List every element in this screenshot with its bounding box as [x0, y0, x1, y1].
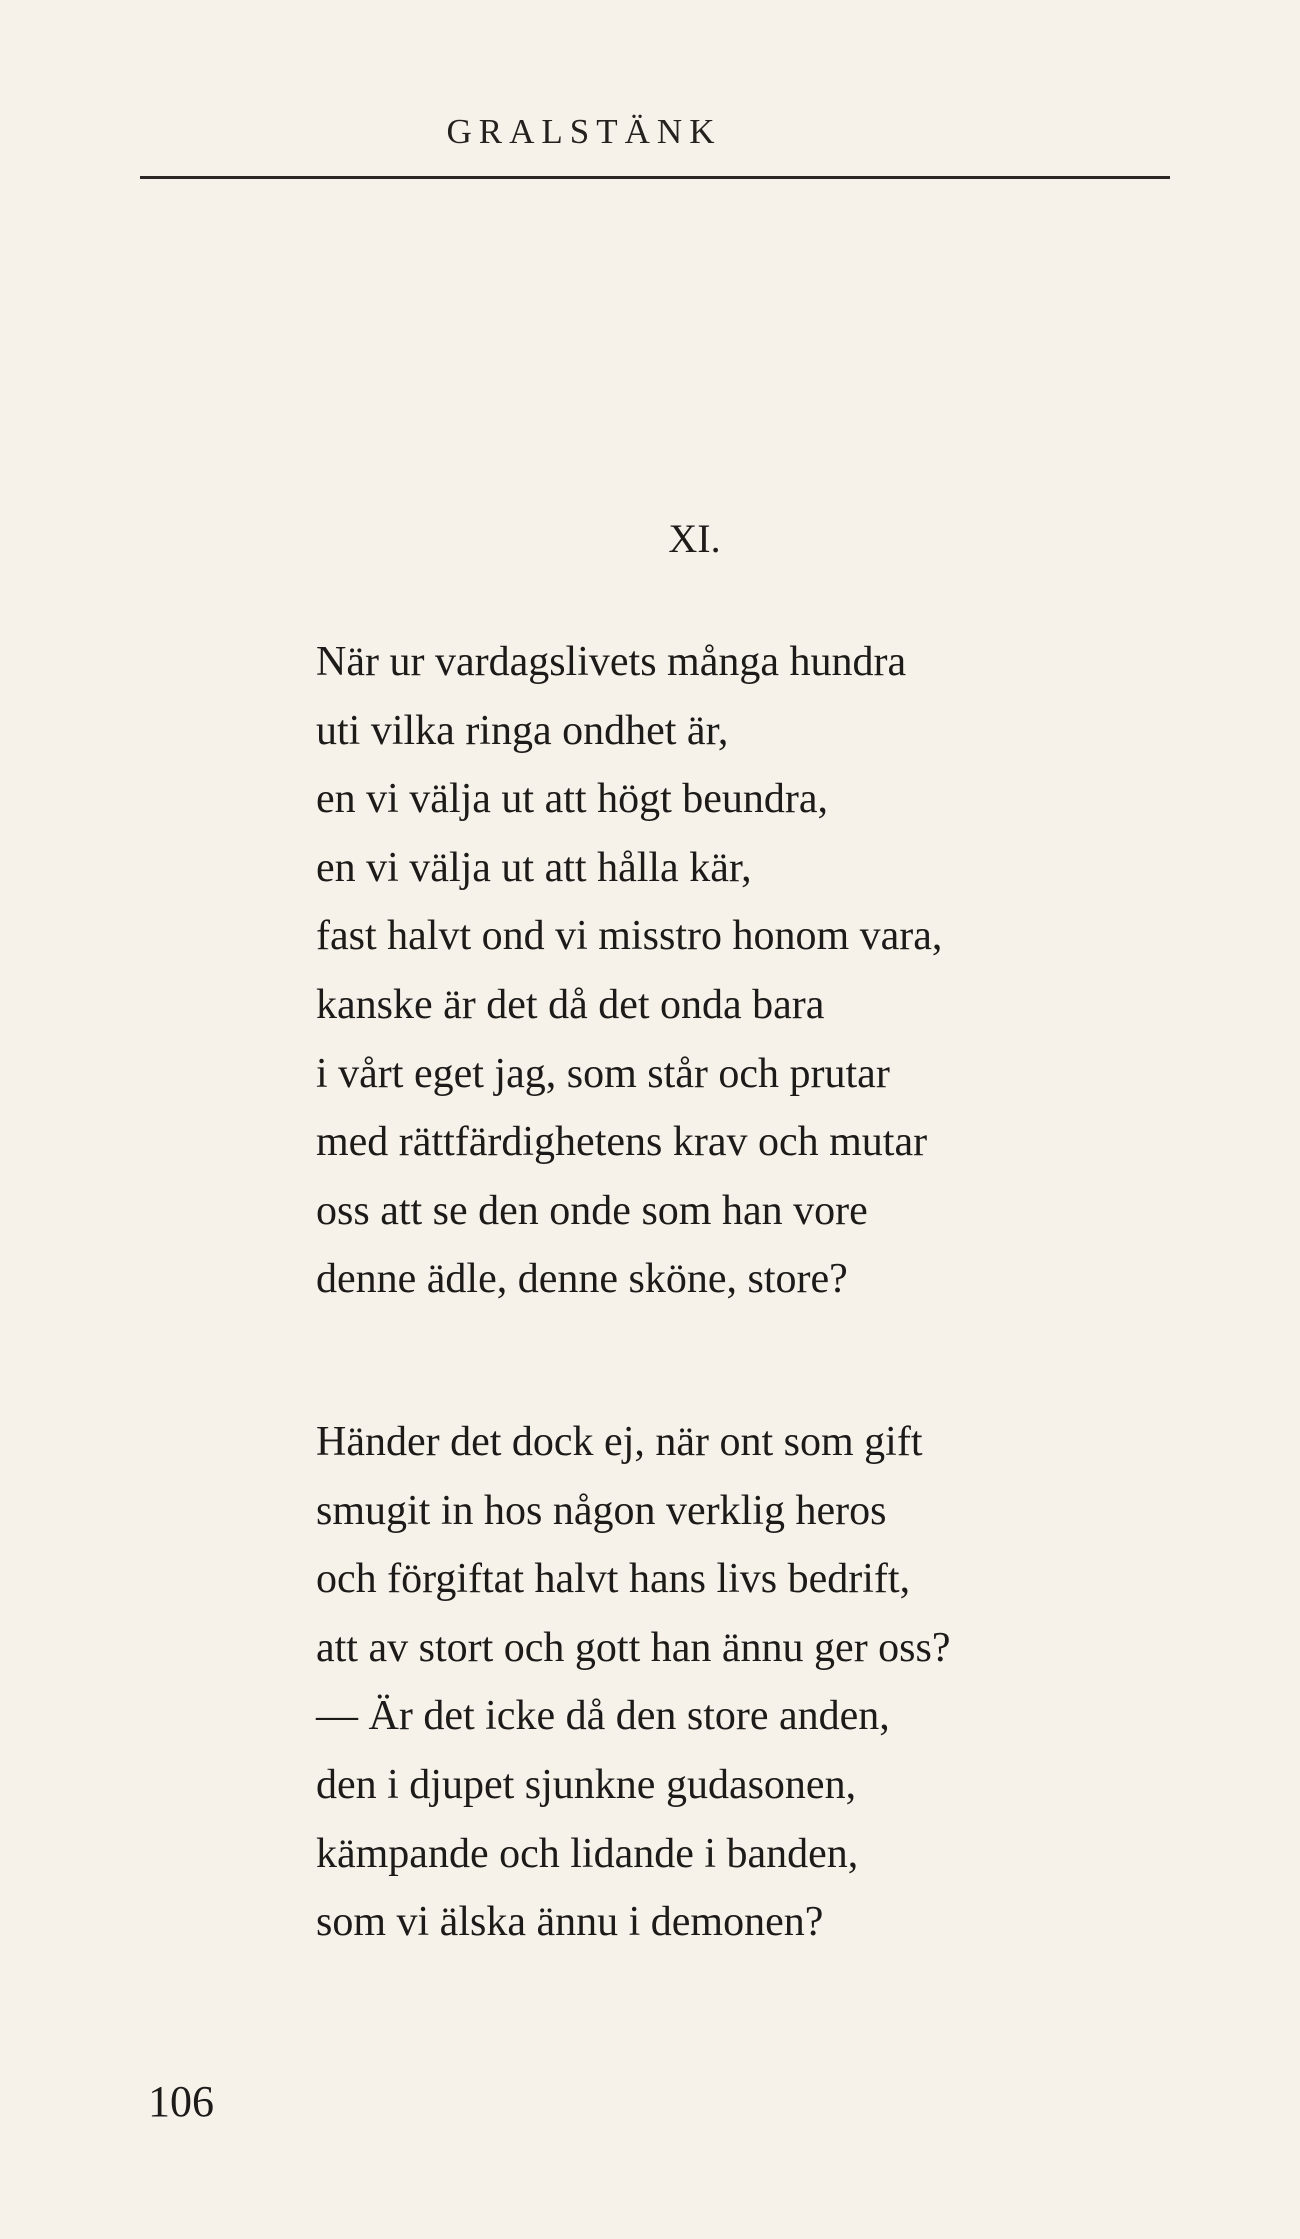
poem-line: När ur vardagslivets många hundra	[316, 639, 907, 685]
poem-line: med rättfärdighetens krav och mutar	[316, 1119, 928, 1166]
poem-line: oss att se den onde som han vore	[316, 1187, 868, 1234]
poem-line: denne ädle, denne sköne, store?	[316, 1256, 848, 1303]
poem-line: och förgiftat halvt hans livs bedrift,	[316, 1556, 911, 1603]
section-number: XI.	[668, 516, 721, 561]
poem-line: uti vilka ringa ondhet är,	[316, 707, 729, 754]
poem-line: en vi välja ut att högt beundra,	[316, 776, 829, 823]
poem-line: — Är det icke då den store anden,	[316, 1693, 890, 1740]
poem-line: kämpande och lidande i banden,	[316, 1830, 859, 1877]
poem-line: som vi älska ännu i demonen?	[316, 1899, 824, 1946]
running-head: GRALSTÄNK	[446, 112, 722, 151]
poem-line: fast halvt ond vi misstro honom vara,	[316, 913, 943, 960]
poem-line: i vårt eget jag, som står och prutar	[316, 1050, 890, 1097]
header-rule	[140, 176, 1170, 179]
poem-line: smugit in hos någon verklig heros	[316, 1487, 887, 1534]
poem-line: att av stort och gott han ännu ger oss?	[316, 1624, 951, 1671]
poem-line: kanske är det då det onda bara	[316, 981, 825, 1028]
poem-line: Händer det dock ej, när ont som gift	[316, 1419, 923, 1465]
stanza-1	[316, 628, 942, 1314]
page-number: 106	[148, 2077, 214, 2126]
poem-line: den i djupet sjunkne gudasonen,	[316, 1761, 857, 1808]
poem-line: en vi välja ut att hålla kär,	[316, 844, 752, 891]
stanza-2	[316, 1408, 951, 1957]
